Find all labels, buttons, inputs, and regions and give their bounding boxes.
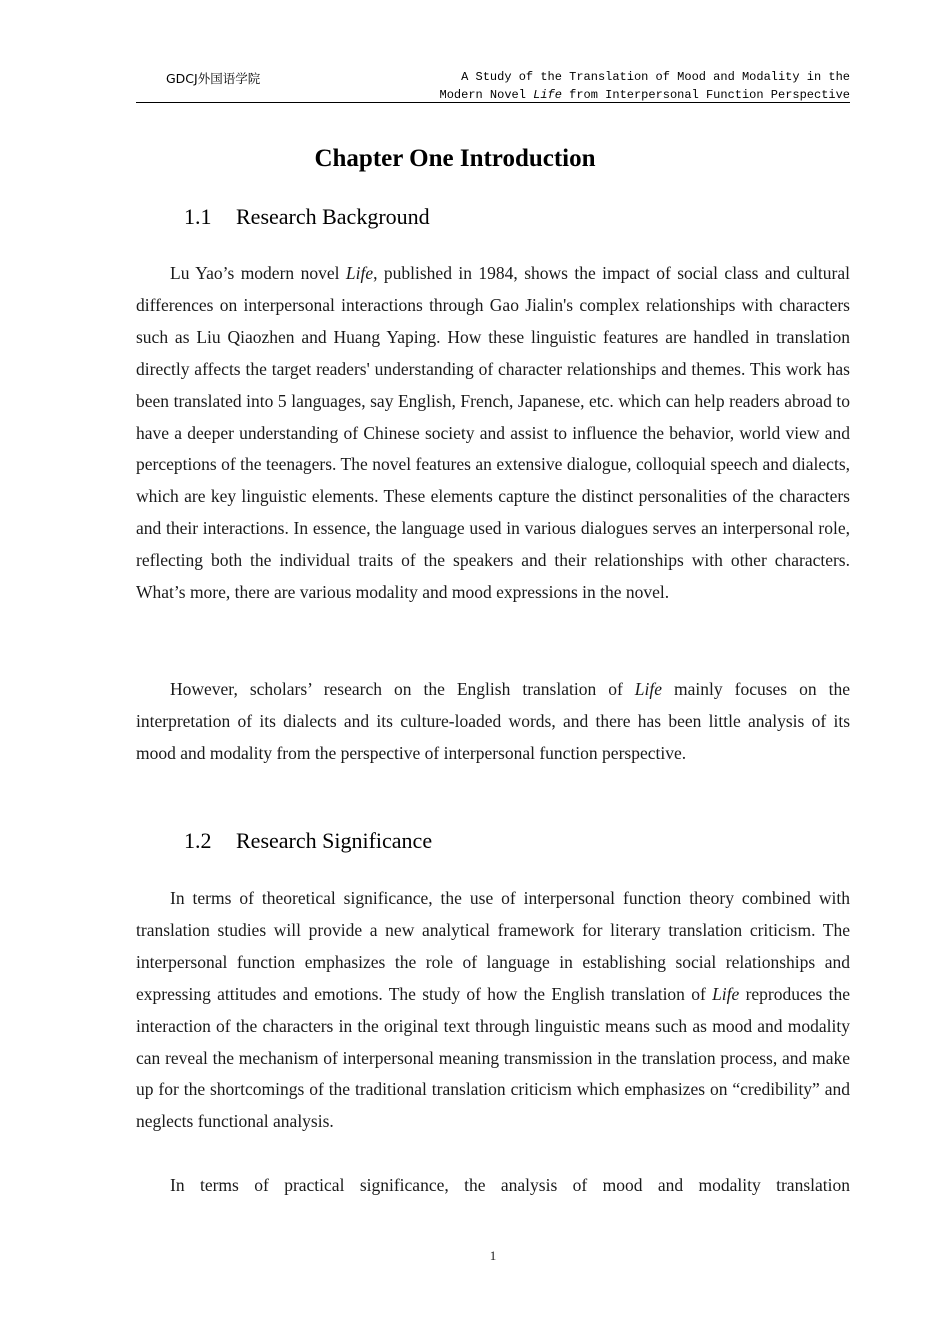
- header-title-line-1: A Study of the Translation of Mood and Modality in the: [461, 70, 850, 84]
- section-number: 1.1: [184, 204, 212, 229]
- header-thesis-title: [440, 69, 850, 104]
- novel-title: Life: [345, 263, 374, 283]
- running-header: [136, 66, 850, 103]
- page-number: 1: [489, 1248, 497, 1263]
- header-school: GDCJ外国语学院: [166, 71, 261, 86]
- section-number: 1.2: [184, 828, 212, 853]
- header-title-line-2: [440, 87, 850, 105]
- chapter-title: Chapter One Introduction: [314, 145, 596, 172]
- section-title: Research Significance: [236, 828, 433, 853]
- header-title-post: from Interpersonal Function Perspective: [561, 87, 850, 102]
- paragraph: In terms of practical significance, the analysis of mood and modality translation: [170, 1175, 850, 1195]
- section-heading-1-2: [184, 828, 432, 854]
- novel-title: Life: [634, 679, 663, 699]
- novel-title: Life: [712, 983, 740, 1004]
- paragraph: In terms of theoretical significance, the use of interpersonal function theory combined with translation studies will provide a new analytical framework for literary translation criticism. The interpersonal function emphasizes the role of language in establishing social relationships and expressing attitudes and emotions. The study of how the English translation of Life reproduces the interaction of the characters in the original text through linguistic means such as mood and modality can reveal the mechanism of interpersonal meaning transmission in the translation process, and make up for the shortcomings of the traditional translation criticism which emphasizes on “credibility” and neglects functional analysis.: [136, 888, 850, 1132]
- section-heading-1-1: [184, 204, 430, 230]
- paragraph: However, scholars’ research on the English translation of Life mainly focuses on the interpretation of its dialects and its culture-loaded words, and there has been little analysis of its mood and modality from the perspective of interpersonal function perspective.: [136, 679, 851, 763]
- section-title: Research Background: [236, 204, 430, 229]
- header-title-italic: Life: [533, 87, 562, 102]
- paragraph: Lu Yao’s modern novel Life, published in 1984, shows the impact of social class and cultural differences on interpersonal interactions through Gao Jialin's complex relationships with characters such as Liu Qiaozhen and Huang Yaping. How these linguistic features are handled in translation directly affects the target readers' understanding of character relationships and themes. This work has been translated into 5 languages, say English, French, Japanese, etc. which can help readers abroad to have a deeper understanding of Chinese society and assist to influence the behavior, world view and perceptions of the teenagers. The novel features an extensive dialogue, colloquial speech and dialects, which are key linguistic elements. These elements capture the distinct personalities of the characters and their interactions. In essence, the language used in various dialogues serves an interpersonal role, reflecting both the individual traits of the speakers and their relationships with other characters. What’s more, there are various modality and mood expressions in the novel.: [136, 263, 850, 603]
- header-title-pre: Modern Novel: [439, 87, 534, 102]
